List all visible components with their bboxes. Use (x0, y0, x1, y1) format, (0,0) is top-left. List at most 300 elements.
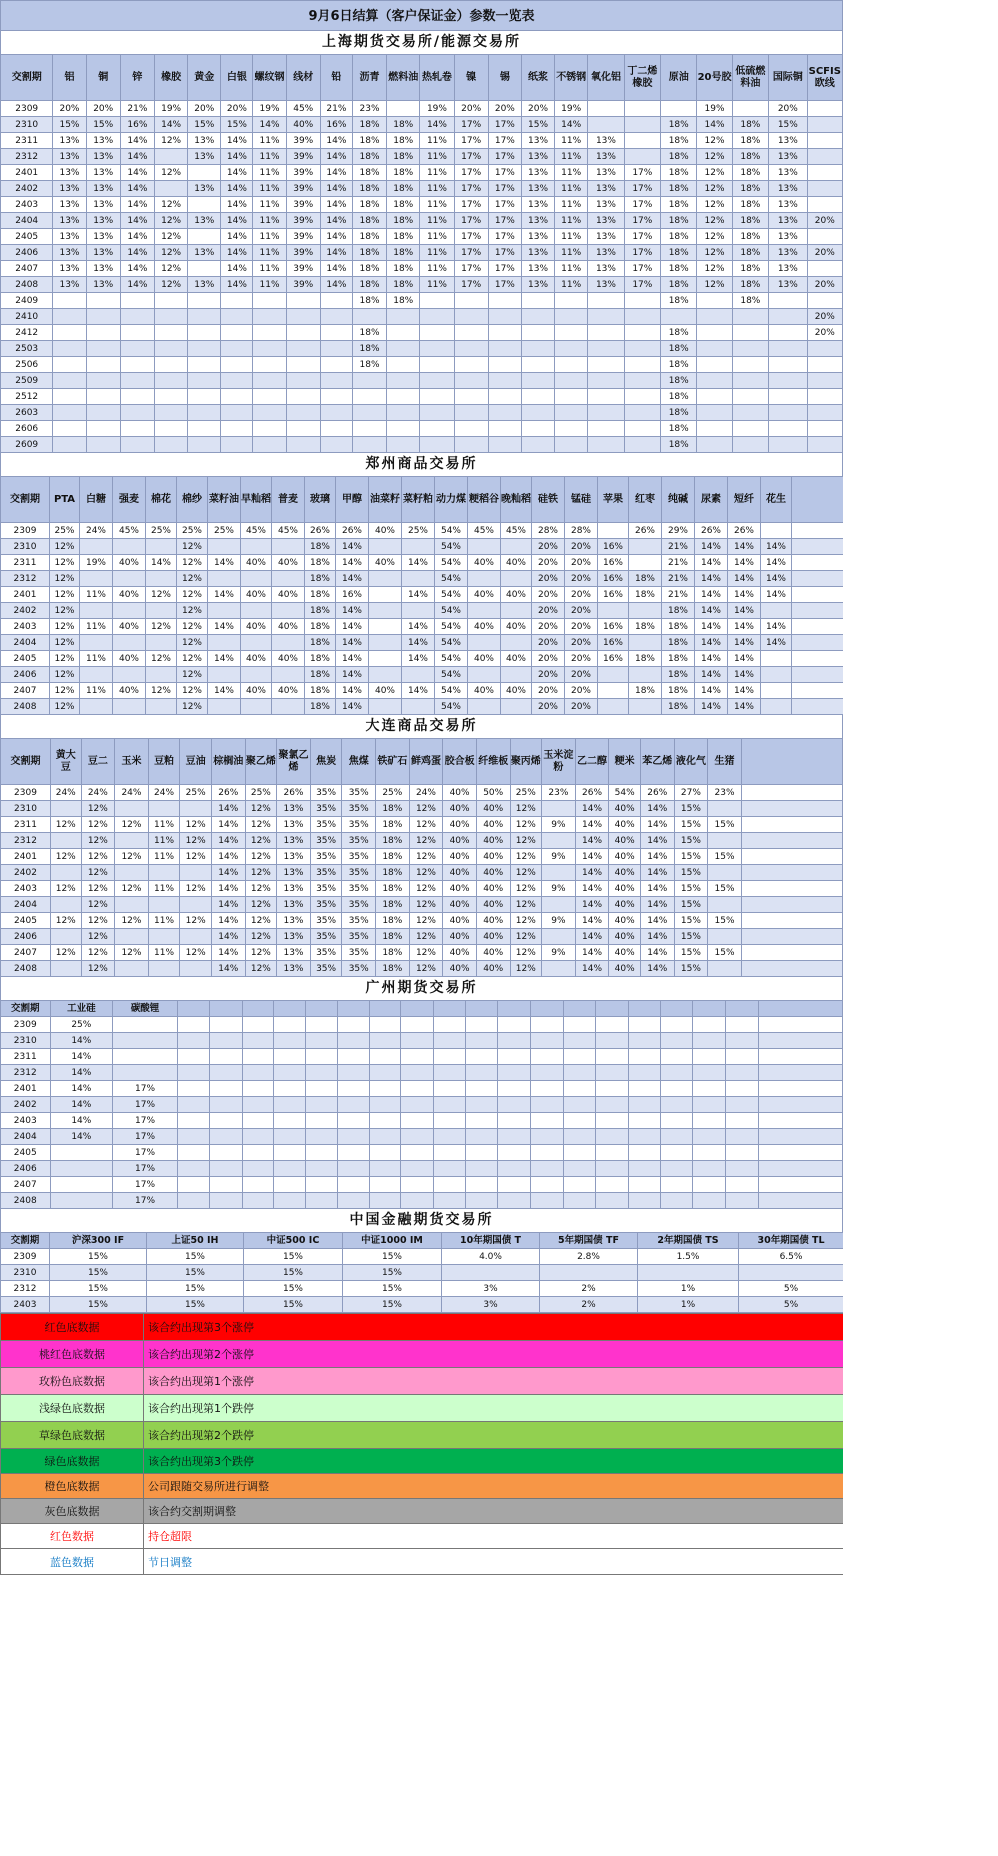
margin-cell (596, 1177, 628, 1193)
margin-cell: 17% (488, 261, 521, 277)
margin-cell: 12% (155, 165, 188, 181)
margin-cell (53, 293, 86, 309)
margin-cell (221, 421, 253, 437)
margin-cell: 20% (565, 683, 598, 699)
margin-cell (188, 389, 221, 405)
margin-cell: 14% (575, 833, 609, 849)
margin-cell (433, 1065, 465, 1081)
margin-cell (761, 683, 792, 699)
margin-cell: 12% (177, 635, 208, 651)
table-row (1, 699, 844, 715)
margin-cell (306, 1129, 337, 1145)
legend-label: 玫粉色底数据 (1, 1368, 144, 1395)
margin-cell (732, 341, 768, 357)
margin-cell: 25% (208, 523, 241, 539)
margin-cell: 14% (208, 683, 241, 699)
margin-cell (725, 1097, 758, 1113)
margin-cell (588, 389, 624, 405)
margin-cell: 18% (387, 293, 420, 309)
margin-cell: 25% (180, 785, 212, 801)
margin-cell: 24% (148, 785, 180, 801)
margin-cell: 40% (609, 913, 641, 929)
margin-cell: 1% (638, 1281, 739, 1297)
margin-cell: 40% (113, 651, 146, 667)
legend-row (1, 1474, 844, 1499)
margin-cell (210, 1017, 242, 1033)
margin-cell (115, 929, 149, 945)
margin-cell: 12% (50, 849, 81, 865)
margin-cell: 45% (272, 523, 305, 539)
margin-cell: 12% (409, 929, 443, 945)
margin-cell (454, 405, 488, 421)
column-header: 短纤 (728, 477, 761, 523)
margin-cell (624, 421, 660, 437)
margin-cell: 12% (409, 897, 443, 913)
margin-cell: 13% (588, 133, 624, 149)
margin-cell: 15% (50, 1297, 147, 1313)
margin-cell: 12% (177, 619, 208, 635)
margin-cell (769, 357, 808, 373)
margin-cell: 4.0% (442, 1249, 540, 1265)
margin-cell: 14% (402, 651, 435, 667)
column-header: 玉米淀粉 (542, 739, 576, 785)
margin-cell: 18% (305, 619, 336, 635)
margin-cell: 12% (409, 881, 443, 897)
margin-cell: 17% (454, 277, 488, 293)
margin-cell (306, 1193, 337, 1209)
margin-cell (369, 1129, 400, 1145)
margin-cell: 15% (147, 1297, 244, 1313)
delivery-period-cell: 2407 (1, 945, 51, 961)
margin-cell (242, 1145, 273, 1161)
margin-cell: 14% (320, 181, 352, 197)
margin-cell: 35% (310, 833, 342, 849)
margin-cell: 17% (488, 245, 521, 261)
margin-cell (155, 373, 188, 389)
margin-cell: 17% (488, 149, 521, 165)
margin-cell: 40% (443, 833, 477, 849)
column-header: 国际铜 (769, 55, 808, 101)
margin-cell: 18% (305, 699, 336, 715)
margin-cell (369, 635, 402, 651)
margin-cell (433, 1177, 465, 1193)
margin-cell (697, 405, 732, 421)
table-row (1, 667, 844, 683)
margin-cell: 20% (807, 325, 842, 341)
margin-cell: 15% (674, 817, 708, 833)
margin-cell: 12% (177, 683, 208, 699)
margin-cell: 14% (336, 539, 369, 555)
margin-cell: 25% (376, 785, 410, 801)
margin-cell: 54% (435, 635, 468, 651)
margin-cell: 23% (542, 785, 576, 801)
margin-cell: 14% (211, 945, 245, 961)
delivery-period-cell: 2406 (1, 245, 53, 261)
margin-cell (468, 699, 501, 715)
margin-cell (530, 1161, 563, 1177)
margin-cell: 18% (732, 293, 768, 309)
margin-cell (253, 437, 286, 453)
margin-cell: 15% (221, 117, 253, 133)
margin-cell (337, 1033, 369, 1049)
margin-cell: 13% (521, 181, 554, 197)
margin-cell: 13% (188, 181, 221, 197)
legend-row (1, 1549, 844, 1575)
column-header (498, 1001, 530, 1017)
margin-cell: 18% (387, 133, 420, 149)
margin-cell: 17% (113, 1129, 178, 1145)
margin-cell: 14% (120, 133, 154, 149)
column-header: 黄金 (188, 55, 221, 101)
margin-cell: 18% (661, 389, 697, 405)
margin-cell (498, 1097, 530, 1113)
margin-cell (697, 325, 732, 341)
margin-cell (530, 1113, 563, 1129)
margin-cell: 40% (476, 817, 510, 833)
margin-cell: 35% (310, 913, 342, 929)
table-row (1, 293, 843, 309)
margin-cell: 12% (697, 229, 732, 245)
margin-cell (697, 389, 732, 405)
margin-cell: 17% (488, 213, 521, 229)
margin-cell: 15% (674, 833, 708, 849)
margin-cell: 14% (221, 245, 253, 261)
margin-cell: 18% (662, 619, 695, 635)
column-header: 黄大豆 (50, 739, 81, 785)
margin-cell (221, 357, 253, 373)
margin-cell (210, 1033, 242, 1049)
margin-cell: 12% (510, 945, 542, 961)
margin-cell (488, 357, 521, 373)
margin-cell (420, 389, 454, 405)
margin-cell (113, 1017, 178, 1033)
margin-cell: 13% (86, 181, 120, 197)
margin-cell (115, 897, 149, 913)
margin-cell: 35% (342, 865, 376, 881)
margin-cell: 40% (476, 801, 510, 817)
column-header (273, 1001, 305, 1017)
margin-cell (629, 667, 662, 683)
margin-cell: 14% (221, 277, 253, 293)
legend-row (1, 1395, 844, 1422)
margin-cell: 17% (624, 277, 660, 293)
column-header: 交割期 (1, 739, 51, 785)
margin-cell: 45% (241, 523, 272, 539)
table-row (1, 849, 843, 865)
margin-cell: 14% (221, 149, 253, 165)
margin-cell: 12% (115, 945, 149, 961)
margin-cell: 11% (253, 197, 286, 213)
delivery-period-cell: 2408 (1, 277, 53, 293)
margin-cell (221, 405, 253, 421)
margin-cell (272, 603, 305, 619)
margin-cell: 11% (555, 181, 588, 197)
margin-cell (732, 421, 768, 437)
margin-cell: 17% (113, 1193, 178, 1209)
margin-cell (420, 309, 454, 325)
margin-cell (708, 801, 742, 817)
margin-cell (433, 1161, 465, 1177)
margin-cell: 12% (510, 849, 542, 865)
margin-cell: 14% (221, 133, 253, 149)
margin-cell: 12% (177, 651, 208, 667)
table-row (1, 165, 843, 181)
margin-cell: 11% (253, 149, 286, 165)
margin-cell (807, 421, 842, 437)
margin-cell (638, 1265, 739, 1281)
margin-cell: 40% (241, 587, 272, 603)
table-row (1, 117, 843, 133)
margin-cell: 18% (661, 341, 697, 357)
legend-label: 浅绿色底数据 (1, 1395, 144, 1422)
margin-cell: 1% (638, 1297, 739, 1313)
margin-cell: 13% (53, 277, 86, 293)
legend-row (1, 1368, 844, 1395)
margin-cell (563, 1065, 595, 1081)
margin-cell: 15% (674, 897, 708, 913)
margin-cell: 16% (598, 635, 629, 651)
margin-cell: 17% (113, 1113, 178, 1129)
column-header: 碳酸锂 (113, 1001, 178, 1017)
margin-cell: 17% (454, 149, 488, 165)
section-title: 中国金融期货交易所 (0, 1209, 843, 1232)
margin-cell (337, 1145, 369, 1161)
margin-cell: 14% (50, 1033, 113, 1049)
margin-cell: 17% (624, 245, 660, 261)
margin-cell: 12% (146, 651, 177, 667)
margin-cell: 14% (50, 1113, 113, 1129)
margin-cell (596, 1113, 628, 1129)
margin-cell (465, 1065, 497, 1081)
margin-cell: 12% (409, 801, 443, 817)
legend-description: 节日调整 (144, 1549, 844, 1575)
margin-cell: 17% (454, 197, 488, 213)
margin-cell: 24% (81, 785, 115, 801)
margin-cell: 40% (468, 587, 501, 603)
margin-cell (693, 1193, 725, 1209)
margin-cell (732, 101, 768, 117)
margin-cell (272, 571, 305, 587)
margin-cell (401, 1113, 433, 1129)
margin-cell (188, 341, 221, 357)
margin-cell: 14% (208, 587, 241, 603)
margin-cell: 18% (387, 117, 420, 133)
margin-cell: 15% (674, 881, 708, 897)
margin-cell (530, 1017, 563, 1033)
margin-cell: 14% (211, 897, 245, 913)
column-header: 交割期 (1, 55, 53, 101)
margin-cell (208, 635, 241, 651)
margin-cell: 26% (640, 785, 674, 801)
delivery-period-cell: 2309 (1, 101, 53, 117)
column-header (177, 1001, 209, 1017)
margin-cell (693, 1129, 725, 1145)
margin-cell: 14% (208, 619, 241, 635)
margin-cell: 14% (120, 181, 154, 197)
margin-cell: 11% (420, 181, 454, 197)
margin-cell (177, 1177, 209, 1193)
margin-cell: 40% (369, 555, 402, 571)
margin-cell (629, 555, 662, 571)
margin-cell (86, 309, 120, 325)
margin-cell: 14% (575, 929, 609, 945)
column-header (337, 1001, 369, 1017)
margin-cell (454, 357, 488, 373)
margin-cell: 14% (695, 667, 728, 683)
column-header: 低硫燃料油 (732, 55, 768, 101)
margin-cell: 20% (807, 309, 842, 325)
margin-cell: 13% (188, 245, 221, 261)
margin-cell: 13% (53, 181, 86, 197)
margin-cell: 11% (420, 213, 454, 229)
column-header: 铝 (53, 55, 86, 101)
margin-cell: 13% (86, 245, 120, 261)
margin-cell: 14% (221, 213, 253, 229)
margin-cell (725, 1129, 758, 1145)
margin-cell (369, 1033, 400, 1049)
margin-cell: 13% (53, 261, 86, 277)
column-header: 线材 (286, 55, 320, 101)
margin-cell (725, 1145, 758, 1161)
margin-cell: 18% (387, 149, 420, 165)
margin-cell (272, 635, 305, 651)
margin-cell (807, 261, 842, 277)
margin-cell: 12% (177, 667, 208, 683)
margin-cell: 13% (53, 229, 86, 245)
margin-cell (306, 1097, 337, 1113)
table-row (1, 945, 843, 961)
margin-cell: 12% (155, 245, 188, 261)
margin-cell: 18% (305, 635, 336, 651)
margin-cell (221, 325, 253, 341)
margin-cell (588, 293, 624, 309)
margin-cell: 40% (443, 849, 477, 865)
margin-cell (387, 373, 420, 389)
margin-cell (50, 865, 81, 881)
margin-cell: 40% (476, 881, 510, 897)
margin-cell: 14% (320, 149, 352, 165)
margin-cell: 12% (510, 929, 542, 945)
margin-cell (498, 1033, 530, 1049)
margin-cell: 21% (662, 571, 695, 587)
table-header-row (1, 477, 844, 523)
margin-cell (598, 603, 629, 619)
margin-cell: 12% (697, 197, 732, 213)
margin-cell: 18% (661, 133, 697, 149)
margin-cell (420, 421, 454, 437)
margin-cell: 39% (286, 245, 320, 261)
margin-cell (273, 1049, 305, 1065)
legend-description: 该合约出现第1个涨停 (144, 1368, 844, 1395)
column-header: 玻璃 (305, 477, 336, 523)
margin-cell: 15% (708, 817, 742, 833)
margin-cell: 18% (732, 117, 768, 133)
margin-cell: 17% (454, 181, 488, 197)
margin-cell: 12% (409, 865, 443, 881)
column-header (401, 1001, 433, 1017)
margin-cell (693, 1081, 725, 1097)
margin-cell: 17% (454, 213, 488, 229)
column-header: 早籼稻 (241, 477, 272, 523)
margin-cell (180, 801, 212, 817)
margin-cell (306, 1161, 337, 1177)
margin-cell: 14% (695, 555, 728, 571)
table-row (1, 1081, 843, 1097)
margin-cell: 14% (320, 261, 352, 277)
margin-cell: 11% (253, 133, 286, 149)
margin-cell: 13% (53, 149, 86, 165)
margin-cell: 40% (113, 555, 146, 571)
margin-cell (661, 309, 697, 325)
margin-cell (402, 539, 435, 555)
margin-cell: 9% (542, 945, 576, 961)
margin-cell: 6.5% (739, 1249, 844, 1265)
margin-cell (115, 961, 149, 977)
margin-cell: 14% (728, 683, 761, 699)
margin-cell: 11% (253, 261, 286, 277)
margin-cell: 18% (662, 635, 695, 651)
column-header: 纸浆 (521, 55, 554, 101)
margin-cell: 40% (609, 945, 641, 961)
margin-cell (433, 1145, 465, 1161)
margin-cell (253, 421, 286, 437)
column-header: 铜 (86, 55, 120, 101)
margin-cell (693, 1161, 725, 1177)
margin-cell: 12% (155, 213, 188, 229)
legend-description: 持仓超限 (144, 1524, 844, 1549)
margin-cell: 40% (476, 961, 510, 977)
table-row (1, 603, 844, 619)
margin-cell: 14% (575, 961, 609, 977)
margin-cell: 20% (521, 101, 554, 117)
margin-cell: 18% (305, 603, 336, 619)
margin-cell (242, 1113, 273, 1129)
margin-cell: 11% (148, 881, 180, 897)
color-legend (0, 1313, 843, 1575)
margin-cell (807, 357, 842, 373)
margin-cell (454, 437, 488, 453)
column-header: 生猪 (708, 739, 742, 785)
margin-cell: 11% (420, 149, 454, 165)
margin-cell: 18% (387, 213, 420, 229)
margin-cell (253, 309, 286, 325)
margin-cell (697, 421, 732, 437)
margin-cell (693, 1097, 725, 1113)
margin-cell: 14% (50, 1081, 113, 1097)
margin-cell (498, 1193, 530, 1209)
margin-cell: 5% (739, 1297, 844, 1313)
margin-cell: 12% (155, 229, 188, 245)
column-header: 橡胶 (155, 55, 188, 101)
margin-cell (629, 603, 662, 619)
margin-cell (50, 1193, 113, 1209)
margin-cell (50, 833, 81, 849)
column-header: 5年期国债 TF (540, 1233, 638, 1249)
margin-cell: 18% (387, 229, 420, 245)
margin-cell: 15% (343, 1281, 442, 1297)
margin-cell (498, 1017, 530, 1033)
margin-cell: 12% (245, 897, 277, 913)
margin-cell (273, 1065, 305, 1081)
margin-cell: 11% (80, 651, 113, 667)
margin-cell (273, 1033, 305, 1049)
margin-cell: 13% (188, 133, 221, 149)
margin-cell: 35% (310, 849, 342, 865)
margin-cell: 12% (81, 801, 115, 817)
margin-cell: 15% (86, 117, 120, 133)
margin-cell (120, 421, 154, 437)
margin-cell (369, 1113, 400, 1129)
